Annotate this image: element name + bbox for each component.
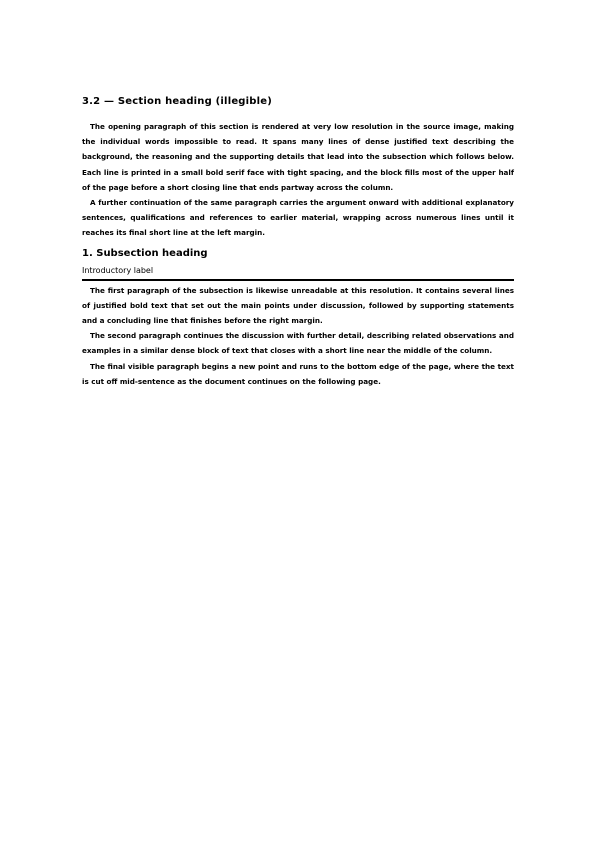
divider-rule: [82, 279, 514, 281]
subsection-paragraph-3: The final visible paragraph begins a new point and runs to the bottom edge of the page, where the text is cut off mid-sentence as the document continues on the following page.: [82, 361, 514, 386]
body-paragraph-2: A further continuation of the same paragraph carries the argument onward with additional explanatory sentences, qualifications and references to earlier material, wrapping across numerous lines until it reaches its final short line at the left margin.: [82, 198, 514, 238]
body-paragraph-1: The opening paragraph of this section is rendered at very low resolution in the source image, making the individual words impossible to read. It spans many lines of dense justified text describing the background, the reasoning and the supporting details that lead into the subsection which follows below. Each line is printed in a small bold serif face with tight spacing, and the block fills most of the upper half of the page before a short closing line that ends partway across the column.: [82, 122, 514, 192]
section-title: 3.2 — Section heading (illegible): [82, 96, 273, 107]
subsection-paragraph-1: The first paragraph of the subsection is likewise unreadable at this resolution. It contains several lines of justified bold text that set out the main points under discussion, followed by supporting statements and a concluding line that finishes before the right margin.: [82, 285, 514, 326]
page-content: [82, 95, 514, 389]
minor-heading: Introductory label: [82, 265, 154, 275]
subsection-title: 1. Subsection heading: [82, 247, 208, 259]
subsection-paragraph-2: The second paragraph continues the discussion with further detail, describing related observations and examples in a similar dense block of text that closes with a short line near the middle of the column.: [82, 331, 514, 356]
